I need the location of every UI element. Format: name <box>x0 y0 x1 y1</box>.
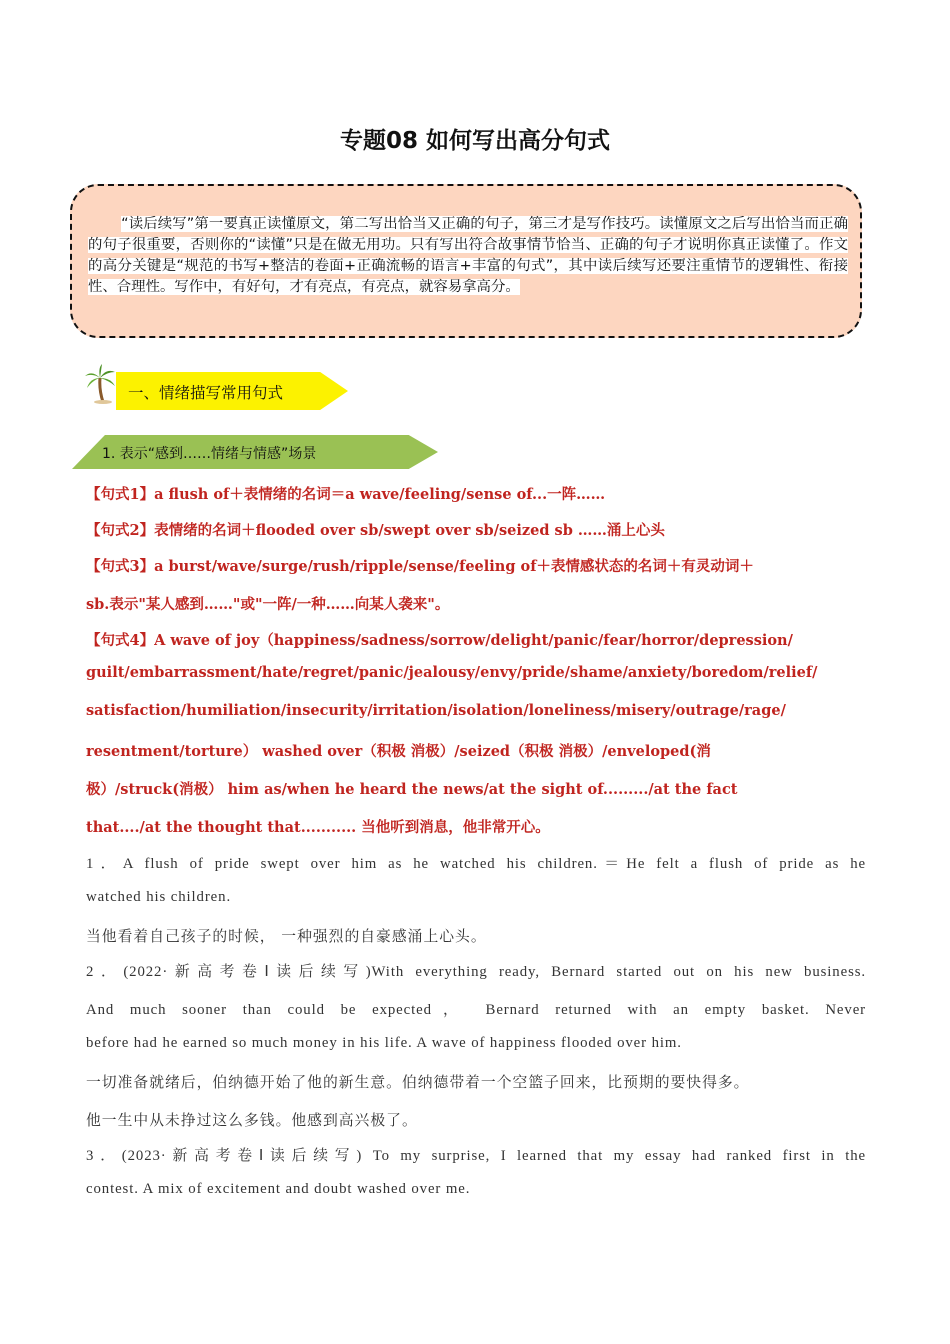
subsection-heading: 1. 表示“感到……情绪与情感”场景 <box>102 446 317 462</box>
example-2-translation-2: 他一生中从未挣过这么多钱。他感到高兴极了。 <box>86 1112 418 1129</box>
pattern-4-line2: guilt/embarrassment/hate/regret/panic/jealousy/envy/pride/shame/anxiety/boredom/relief/ <box>86 664 818 681</box>
pattern-4-line5: 极）/struck(消极） him as/when he heard the news/at the sight of........./at the fact <box>86 781 738 798</box>
pattern-1: 【句式1】a flush of＋表情绪的名词＝a wave/feeling/sense of...一阵…… <box>86 486 606 503</box>
pattern-3-cont: sb.表示"某人感到……"或"一阵/一种……向某人袭来"。 <box>86 596 450 613</box>
example-1-translation: 当他看着自己孩子的时候， 一种强烈的自豪感涌上心头。 <box>86 928 487 945</box>
example-3-line2: contest. A mix of excitement and doubt washed over me. <box>86 1181 471 1197</box>
example-2-line2: And much sooner than could be expected， Bernard returned with an empty basket. Never <box>86 1002 866 1018</box>
section-heading: 一、情绪描写常用句式 <box>128 384 284 402</box>
example-1-line2: watched his children. <box>86 889 232 905</box>
palm-tree-icon <box>84 364 118 404</box>
pattern-4-line3: satisfaction/humiliation/insecurity/irritation/isolation/loneliness/misery/outrage/rage/ <box>86 702 786 719</box>
pattern-3: 【句式3】a burst/wave/surge/rush/ripple/sense/feeling of＋表情感状态的名词＋有灵动词＋ <box>86 558 754 575</box>
example-2-translation-1: 一切准备就绪后，伯纳德开始了他的新生意。伯纳德带着一个空篮子回来，比预期的要快得多。 <box>86 1074 750 1091</box>
example-2-line3: before had he earned so much money in his life. A wave of happiness flooded over him. <box>86 1035 682 1051</box>
example-2-line1: 2．(2022·新高考卷Ⅰ读后续写)With everything ready, Bernard started out on his new business. <box>86 964 866 980</box>
intro-paragraph <box>88 214 848 298</box>
pattern-4-line6: that..../at the thought that........... 当他听到消息，他非常开心。 <box>86 819 550 836</box>
pattern-2: 【句式2】表情绪的名词＋flooded over sb/swept over sb/seized sb ……涌上心头 <box>86 522 665 539</box>
example-3-line1: 3．(2023·新高考卷Ⅰ读后续写) To my surprise, I learned that my essay had ranked first in the <box>86 1148 866 1164</box>
page-title: 专题08 如何写出高分句式 <box>339 128 610 154</box>
pattern-4: 【句式4】A wave of joy（happiness/sadness/sorrow/delight/panic/fear/horror/depression/ <box>86 632 793 649</box>
example-1-line1: 1．A flush of pride swept over him as he watched his children.＝He felt a flush of pride as he <box>86 856 866 872</box>
pattern-4-line4: resentment/torture） washed over（积极 消极）/seized（积极 消极）/enveloped(消 <box>86 743 711 760</box>
intro-text: “读后续写”第一要真正读懂原文，第二写出恰当又正确的句子，第三才是写作技巧。读懂原文之后写出恰当而正确的句子很重要，否则你的“读懂”只是在做无用功。只有写出符合故事情节恰当、正确的句子才说明你真正读懂了。作文的高分关键是“规范的书写+整洁的卷面+正确流畅的语言+丰富的句式”，其中读后续写还要注重情节的逻辑性、衔接性、合理性。写作中，有好句，才有亮点，有亮点，就容易拿高分。 <box>88 216 848 295</box>
